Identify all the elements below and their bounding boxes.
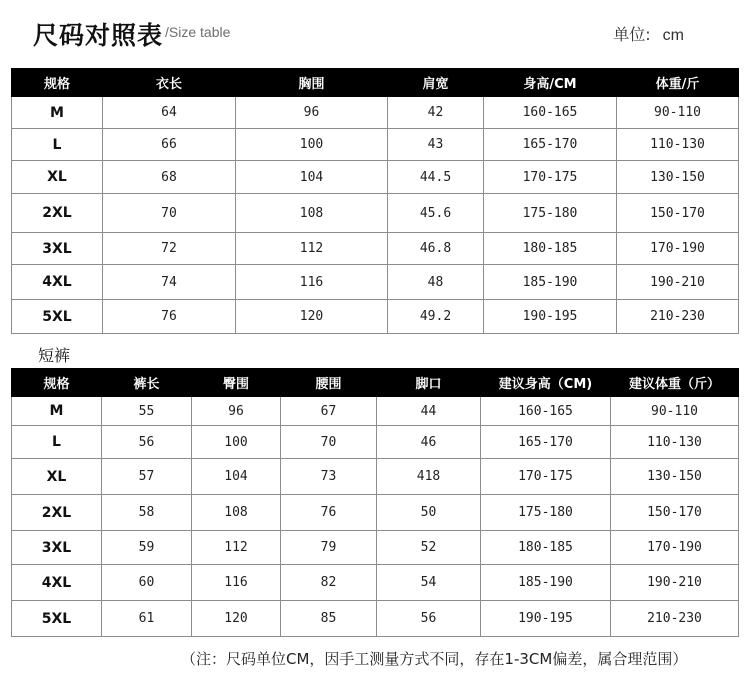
table-cell: 73 [281,459,377,495]
size-cell: 2XL [12,495,102,531]
table-cell: 170-190 [617,233,739,265]
table-cell: 42 [388,97,484,129]
size-cell: 5XL [12,601,102,637]
header-cell: 脚口 [377,369,481,397]
table-cell: 104 [236,161,388,194]
table-cell: 82 [281,565,377,601]
page-subtitle: /Size table [165,24,231,40]
size-cell: 4XL [12,265,103,300]
unit-indicator [613,22,684,45]
unit-value: cm [662,27,684,44]
table-cell: 190-210 [611,565,739,601]
size-cell: 4XL [12,565,102,601]
table-row [12,97,739,129]
header-cell: 胸围 [236,69,388,97]
size-cell: XL [12,459,102,495]
table-row [12,459,739,495]
unit-label: 单位: [613,25,651,44]
table-cell: 44.5 [388,161,484,194]
table-cell: 418 [377,459,481,495]
table-cell: 160-165 [484,97,617,129]
table-cell: 45.6 [388,194,484,233]
table-cell: 60 [102,565,192,601]
table-cell: 150-170 [617,194,739,233]
shorts-section-label: 短裤 [38,346,71,365]
size-cell: XL [12,161,103,194]
table-cell: 64 [103,97,236,129]
measurement-note: （注：尺码单位CM，因手工测量方式不同，存在1-3CM偏差，属合理范围） [181,650,688,668]
header-cell: 衣长 [103,69,236,97]
table-cell: 160-165 [481,397,611,426]
table-cell: 43 [388,129,484,161]
table-cell: 76 [281,495,377,531]
table-cell: 130-150 [611,459,739,495]
table-cell: 46 [377,426,481,459]
table-cell: 90-110 [611,397,739,426]
table-cell: 56 [377,601,481,637]
table-cell: 120 [192,601,281,637]
table-cell: 112 [236,233,388,265]
size-cell: 3XL [12,531,102,565]
size-cell: M [12,97,103,129]
table-cell: 100 [236,129,388,161]
table-cell: 76 [103,300,236,334]
header-cell: 建议体重（斤） [611,369,739,397]
table-cell: 70 [103,194,236,233]
size-cell: 3XL [12,233,103,265]
table-row [12,300,739,334]
table-cell: 170-175 [484,161,617,194]
table-row [12,495,739,531]
table-row [12,531,739,565]
table-cell: 48 [388,265,484,300]
header [33,10,723,54]
table-cell: 55 [102,397,192,426]
table-cell: 70 [281,426,377,459]
table-cell: 120 [236,300,388,334]
table-cell: 190-195 [481,601,611,637]
table-cell: 165-170 [481,426,611,459]
table-header-row [12,369,739,397]
size-cell: L [12,426,102,459]
header-cell: 体重/斤 [617,69,739,97]
table-cell: 49.2 [388,300,484,334]
table-row [12,194,739,233]
table-cell: 104 [192,459,281,495]
table-cell: 170-175 [481,459,611,495]
header-cell: 建议身高（CM) [481,369,611,397]
table-row [12,397,739,426]
table-row [12,129,739,161]
table-cell: 96 [192,397,281,426]
table-cell: 116 [236,265,388,300]
table-cell: 110-130 [617,129,739,161]
table-cell: 210-230 [617,300,739,334]
table-cell: 108 [192,495,281,531]
table-cell: 44 [377,397,481,426]
table-cell: 116 [192,565,281,601]
table-cell: 67 [281,397,377,426]
table-cell: 210-230 [611,601,739,637]
table-header-row [12,69,739,97]
header-cell: 身高/CM [484,69,617,97]
table-cell: 165-170 [484,129,617,161]
table-cell: 175-180 [484,194,617,233]
size-cell: 2XL [12,194,103,233]
page-title: 尺码对照表 [33,21,164,50]
table-cell: 108 [236,194,388,233]
table-cell: 54 [377,565,481,601]
table-cell: 66 [103,129,236,161]
table-cell: 110-130 [611,426,739,459]
table-cell: 90-110 [617,97,739,129]
table-cell: 185-190 [481,565,611,601]
table-cell: 68 [103,161,236,194]
table-row [12,233,739,265]
table-cell: 85 [281,601,377,637]
table-cell: 112 [192,531,281,565]
table-cell: 56 [102,426,192,459]
header-cell: 规格 [12,69,103,97]
table-cell: 74 [103,265,236,300]
table-cell: 72 [103,233,236,265]
table-cell: 180-185 [484,233,617,265]
table-cell: 190-195 [484,300,617,334]
header-cell: 肩宽 [388,69,484,97]
table-cell: 180-185 [481,531,611,565]
table-cell: 190-210 [617,265,739,300]
table-cell: 170-190 [611,531,739,565]
table-cell: 58 [102,495,192,531]
header-cell: 臀围 [192,369,281,397]
table-row [12,426,739,459]
table-cell: 57 [102,459,192,495]
table-cell: 175-180 [481,495,611,531]
table-cell: 100 [192,426,281,459]
top-size-table [11,68,739,334]
size-cell: M [12,397,102,426]
header-cell: 腰围 [281,369,377,397]
table-cell: 185-190 [484,265,617,300]
table-cell: 52 [377,531,481,565]
table-cell: 79 [281,531,377,565]
table-row [12,601,739,637]
table-cell: 50 [377,495,481,531]
table-cell: 150-170 [611,495,739,531]
size-cell: L [12,129,103,161]
table-cell: 61 [102,601,192,637]
table-cell: 46.8 [388,233,484,265]
size-cell: 5XL [12,300,103,334]
table-row [12,161,739,194]
table-cell: 130-150 [617,161,739,194]
table-cell: 96 [236,97,388,129]
header-cell: 裤长 [102,369,192,397]
shorts-size-table [11,368,739,637]
header-cell: 规格 [12,369,102,397]
table-row [12,265,739,300]
table-row [12,565,739,601]
table-cell: 59 [102,531,192,565]
